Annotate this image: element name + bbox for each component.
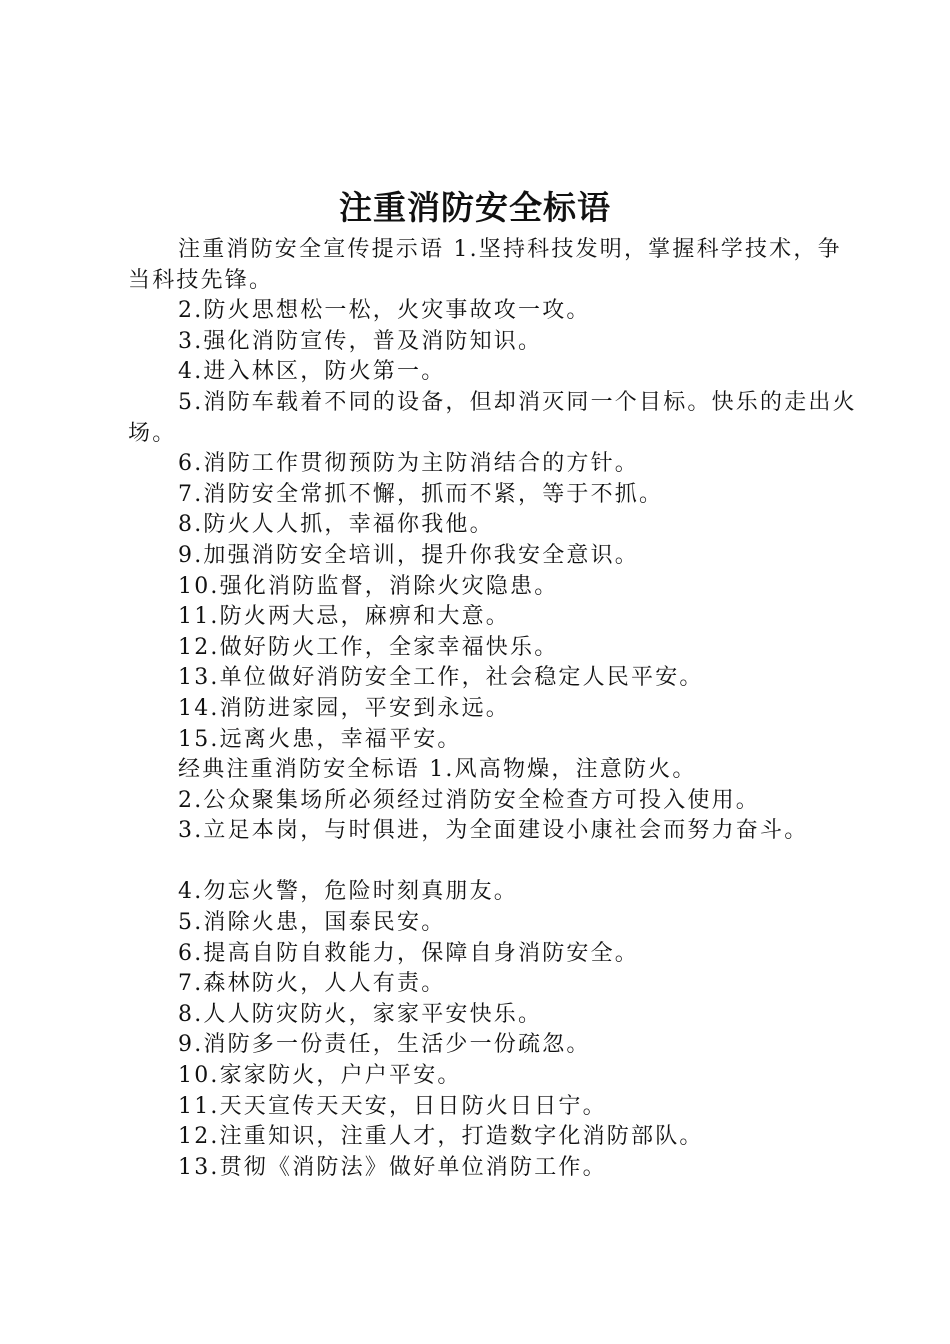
paragraph: 6.提高自防自救能力，保障自身消防安全。 [178, 940, 639, 966]
paragraph: 经典注重消防安全标语 1.风高物燥，注意防火。 [178, 757, 697, 783]
paragraph: 2.防火思想松一松，火灾事故攻一攻。 [178, 298, 591, 324]
paragraph: 2.公众聚集场所必须经过消防安全检查方可投入使用。 [178, 787, 760, 813]
paragraph: 12.注重知识，注重人才，打造数字化消防部队。 [178, 1124, 704, 1150]
paragraph: 3.立足本岗，与时俱进，为全面建设小康社会而努力奋斗。 [178, 818, 809, 844]
paragraph: 11.防火两大忌，麻痹和大意。 [178, 604, 510, 630]
paragraph: 5.消除火患，国泰民安。 [178, 910, 446, 936]
paragraph: 8.防火人人抓，幸福你我他。 [178, 512, 494, 538]
document-body [128, 235, 858, 1183]
paragraph: 7.森林防火，人人有责。 [178, 971, 446, 997]
paragraph: 13.贯彻《消防法》做好单位消防工作。 [178, 1154, 607, 1180]
paragraph: 4.进入林区，防火第一。 [178, 359, 446, 385]
paragraph: 10.强化消防监督，消除火灾隐患。 [178, 573, 559, 599]
paragraph: 14.消防进家园，平安到永远。 [178, 695, 510, 721]
page-title: 注重消防安全标语 [339, 188, 611, 227]
paragraph: 9.消防多一份责任，生活少一份疏忽。 [178, 1032, 591, 1058]
blank-line [128, 847, 858, 878]
paragraph: 7.消防安全常抓不懈，抓而不紧，等于不抓。 [178, 481, 664, 507]
paragraph: 12.做好防火工作，全家幸福快乐。 [178, 634, 559, 660]
paragraph: 13.单位做好消防安全工作，社会稳定人民平安。 [178, 665, 704, 691]
paragraph: 10.家家防火，户户平安。 [178, 1063, 462, 1089]
paragraph: 11.天天宣传天天安，日日防火日日宁。 [178, 1093, 607, 1119]
paragraph: 4.勿忘火警，危险时刻真朋友。 [178, 879, 518, 905]
paragraph: 注重消防安全宣传提示语 1.坚持科技发明，掌握科学技术，争当科技先锋。 [128, 237, 842, 293]
paragraph: 9.加强消防安全培训，提升你我安全意识。 [178, 542, 639, 568]
paragraph: 5.消防车载着不同的设备，但却消灭同一个目标。快乐的走出火场。 [128, 389, 857, 446]
paragraph: 15.远离火患，幸福平安。 [178, 726, 462, 752]
paragraph: 3.强化消防宣传，普及消防知识。 [178, 328, 543, 354]
paragraph: 6.消防工作贯彻预防为主防消结合的方针。 [178, 451, 639, 477]
paragraph: 8.人人防灾防火，家家平安快乐。 [178, 1001, 543, 1027]
